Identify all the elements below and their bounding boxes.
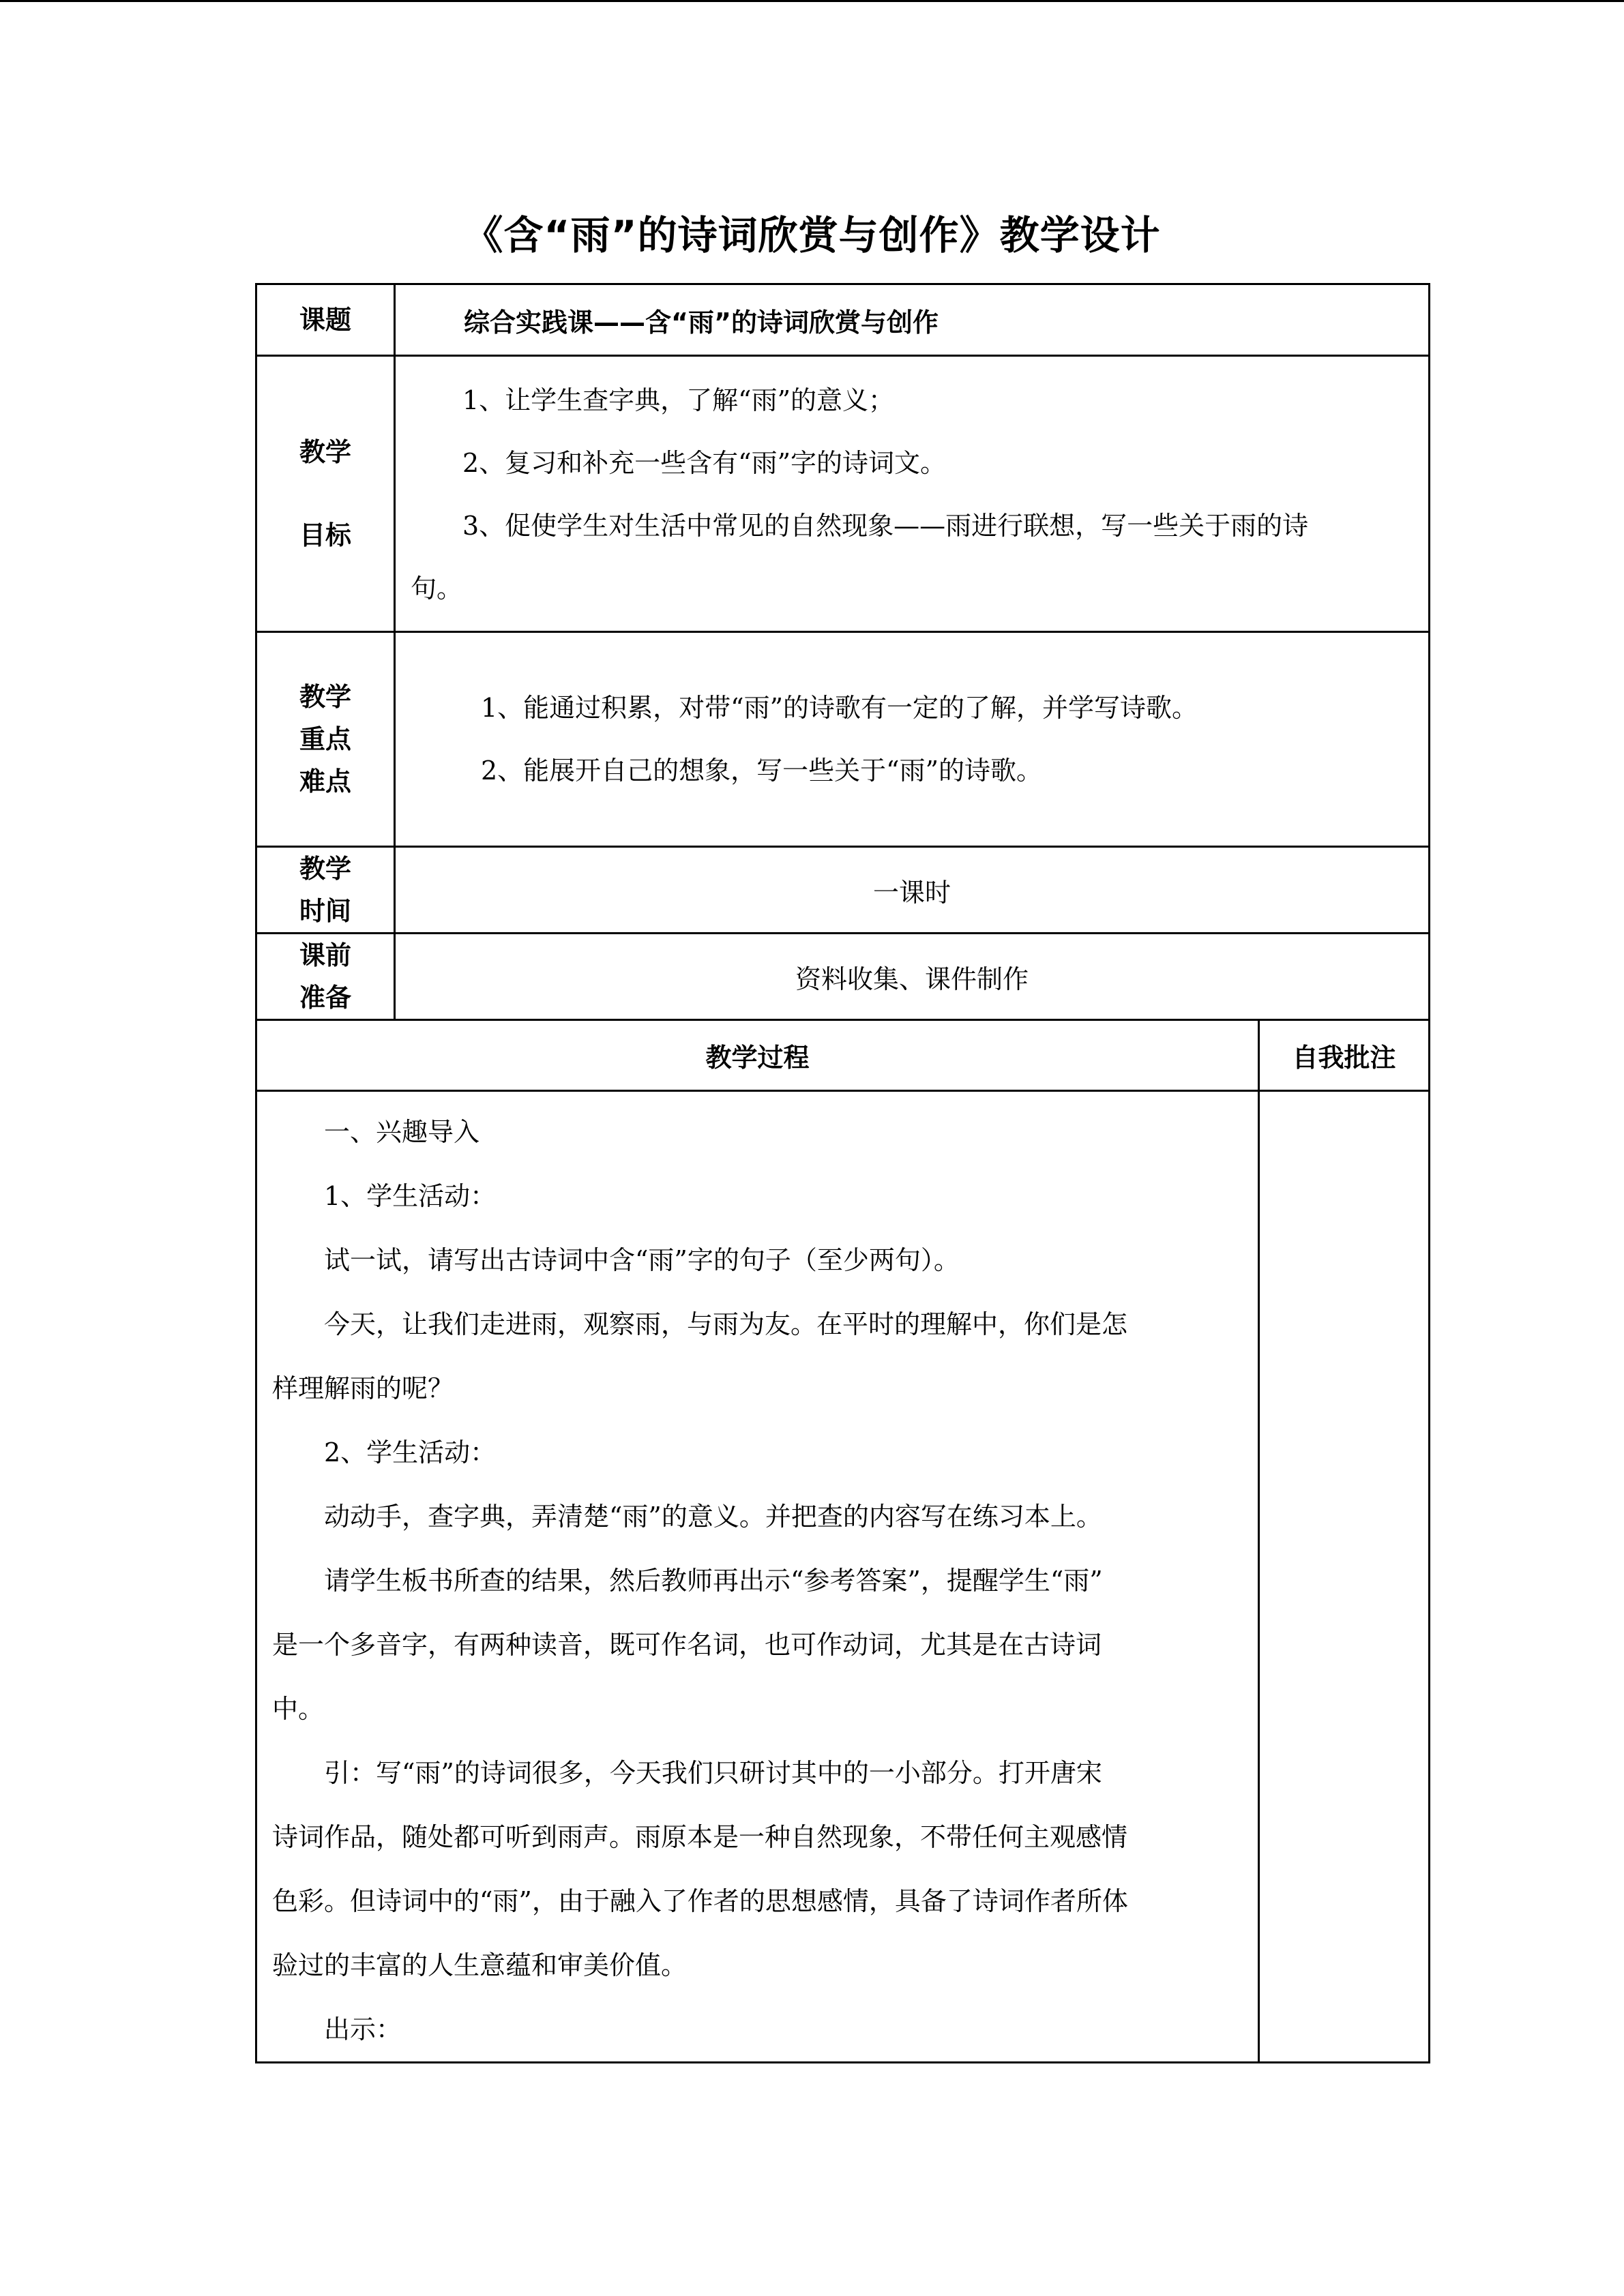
key-points-label-line-3: 难点 (299, 766, 351, 796)
prep-value: 资料收集、课件制作 (395, 934, 1430, 1020)
process-line-10: 中。 (272, 1694, 325, 1724)
prep-label-line-2: 准备 (299, 983, 351, 1013)
prep-label-line-1: 课前 (299, 940, 351, 970)
process-line-1: 一、兴趣导入 (324, 1117, 480, 1147)
goals-content (395, 356, 1430, 632)
process-header-row (256, 1020, 1430, 1091)
time-label (256, 847, 395, 934)
lesson-plan-table (255, 283, 1430, 2063)
key-points-label (256, 632, 395, 847)
goals-label (256, 356, 395, 632)
key-point-item-2: 2、能展开自己的想象，写一些关于“雨”的诗歌。 (481, 756, 1043, 786)
time-value: 一课时 (395, 847, 1430, 934)
process-line-8: 请学生板书所查的结果，然后教师再出示“参考答案”，提醒学生“雨” (324, 1566, 1103, 1596)
time-label-line-1: 教学 (299, 854, 351, 884)
subject-value: 综合实践课——含“雨”的诗词欣赏与创作 (395, 284, 1430, 356)
goals-label-line-2: 目标 (299, 520, 351, 550)
goal-item-1: 1、让学生查字典，了解“雨”的意义； (462, 385, 895, 415)
time-row (256, 847, 1430, 934)
process-line-15: 出示： (324, 2014, 402, 2044)
process-line-9: 是一个多音字，有两种读音，既可作名词，也可作动词，尤其是在古诗词 (272, 1630, 1102, 1660)
process-line-4: 今天，让我们走进雨，观察雨，与雨为友。在平时的理解中，你们是怎 (324, 1309, 1128, 1339)
time-label-line-2: 时间 (299, 896, 351, 926)
notes-header: 自我批注 (1259, 1020, 1430, 1091)
document-title: 《含“雨”的诗词欣赏与创作》教学设计 (463, 212, 1161, 258)
goal-item-3-continued: 句。 (411, 573, 463, 603)
process-line-14: 验过的丰富的人生意蕴和审美价值。 (272, 1950, 688, 1980)
process-line-12: 诗词作品，随处都可听到雨声。雨原本是一种自然现象，不带任何主观感情 (272, 1822, 1128, 1852)
process-line-2: 1、学生活动： (324, 1181, 497, 1211)
process-line-6: 2、学生活动： (324, 1437, 497, 1467)
process-line-3: 试一试，请写出古诗词中含“雨”字的句子（至少两句）。 (324, 1245, 960, 1275)
process-line-13: 色彩。但诗词中的“雨”，由于融入了作者的思想感情，具备了诗词作者所体 (272, 1886, 1128, 1916)
notes-cell (1259, 1091, 1430, 2063)
process-line-7: 动动手，查字典，弄清楚“雨”的意义。并把查的内容写在练习本上。 (324, 1502, 1102, 1532)
process-content (256, 1091, 1259, 2063)
process-header: 教学过程 (256, 1020, 1259, 1091)
process-line-11: 引：写“雨”的诗词很多，今天我们只研讨其中的一小部分。打开唐宋 (324, 1758, 1102, 1788)
process-line-5: 样理解雨的呢？ (272, 1373, 454, 1403)
key-point-item-1: 1、能通过积累，对带“雨”的诗歌有一定的了解，并学写诗歌。 (481, 693, 1198, 723)
key-points-label-line-1: 教学 (299, 682, 351, 712)
subject-label: 课题 (256, 284, 395, 356)
key-points-label-line-2: 重点 (299, 724, 351, 754)
goals-row (256, 356, 1430, 632)
goal-item-2: 2、复习和补充一些含有“雨”字的诗词文。 (462, 448, 947, 478)
key-points-row (256, 632, 1430, 847)
key-points-content (395, 632, 1430, 847)
subject-row (256, 284, 1430, 356)
prep-label (256, 934, 395, 1020)
prep-row (256, 934, 1430, 1020)
process-row (256, 1091, 1430, 2063)
goal-item-3: 3、促使学生对生活中常见的自然现象——雨进行联想，写一些关于雨的诗 (462, 511, 1309, 541)
goals-label-line-1: 教学 (299, 437, 351, 467)
